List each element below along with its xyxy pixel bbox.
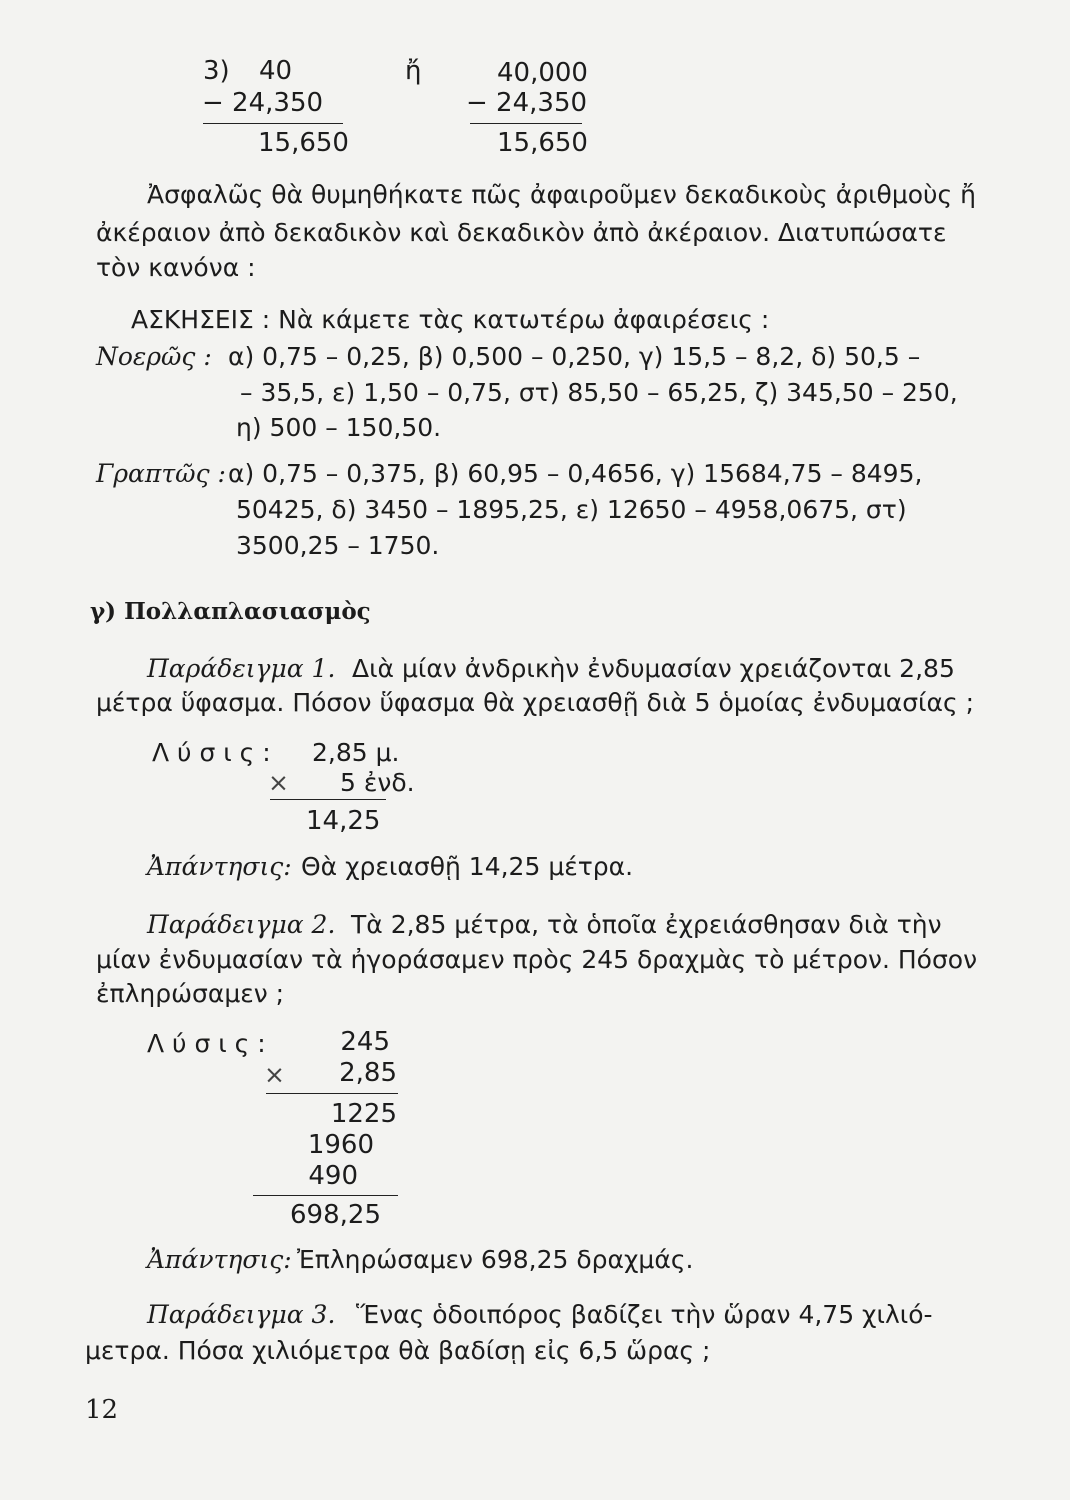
ex2-operand-2: 2,85	[339, 1058, 397, 1088]
ex2-partial-1: 1225	[330, 1099, 397, 1129]
sub-rule-2	[470, 123, 582, 124]
sub-subtrahend-2: − 24,350	[466, 88, 588, 118]
ex2-times-sign: ×	[264, 1060, 285, 1089]
ex2-solution-label: Λ ύ σ ι ς :	[147, 1029, 266, 1058]
sub-minuend-2: 40,000	[497, 58, 588, 88]
sub-label: 3)	[203, 56, 230, 86]
ex1-operand-2: 5 ἐνδ.	[340, 768, 415, 797]
ex2-label: Παράδειγμα 2.	[147, 910, 336, 939]
ex1-rule	[270, 799, 386, 800]
mental-line-2: – 35,5, ε) 1,50 – 0,75, στ) 85,50 – 65,25, ζ) 345,50 – 250,	[240, 378, 958, 407]
ex2-line-2: μίαν ἐνδυμασίαν τὰ ἠγοράσαμεν πρὸς 245 δραχμὰς τὸ μέτρον. Πόσον	[96, 945, 978, 974]
written-line-3: 3500,25 – 1750.	[236, 531, 440, 560]
ex1-result: 14,25	[306, 806, 381, 836]
sub-result-2: 15,650	[497, 128, 588, 158]
ex2-rule-1	[266, 1093, 398, 1094]
ex2-result: 698,25	[290, 1200, 381, 1230]
ex1-line-1: Διὰ μίαν ἀνδρικὴν ἐνδυμασίαν χρειάζονται 2,85	[352, 654, 955, 683]
ex1-times-sign: ×	[268, 768, 289, 797]
ex3-line-1: Ἕνας ὁδοιπόρος βαδίζει τὴν ὥραν 4,75 χιλιό-	[356, 1300, 933, 1329]
ex1-answer-label: Ἀπάντησις:	[147, 852, 292, 881]
reminder-line-1: Ἀσφαλῶς θὰ θυμηθήκατε πῶς ἀφαιροῦμεν δεκαδικοὺς ἀριθμοὺς ἤ	[147, 180, 976, 209]
ex2-line-3: ἐπληρώσαμεν ;	[96, 979, 285, 1008]
exercises-heading: ΑΣΚΗΣΕΙΣ : Νὰ κάμετε τὰς κατωτέρω ἀφαιρέσεις :	[131, 305, 770, 334]
ex3-label: Παράδειγμα 3.	[147, 1300, 336, 1329]
ex2-answer: Ἐπληρώσαμεν 698,25 δραχμάς.	[297, 1245, 694, 1274]
written-line-1: α) 0,75 – 0,375, β) 60,95 – 0,4656, γ) 15684,75 – 8495,	[228, 459, 923, 488]
written-line-2: 50425, δ) 3450 – 1895,25, ε) 12650 – 4958,0675, στ)	[236, 495, 907, 524]
reminder-line-2: ἀκέραιον ἀπὸ δεκαδικὸν καὶ δεκαδικὸν ἀπὸ ἀκέραιον. Διατυπώσατε	[96, 218, 947, 247]
ex3-line-2: μετρα. Πόσα χιλιόμετρα θὰ βαδίσῃ εἰς 6,5 ὥρας ;	[85, 1336, 711, 1365]
ex1-line-2: μέτρα ὕφασμα. Πόσον ὕφασμα θὰ χρειασθῇ διὰ 5 ὁμοίας ἐνδυμασίας ;	[96, 688, 975, 717]
sub-minuend-1: 40	[259, 56, 293, 86]
sub-or: ἤ	[405, 56, 422, 86]
mental-line-3: η) 500 – 150,50.	[236, 413, 442, 442]
ex2-partial-2: 1960	[307, 1130, 374, 1160]
ex2-answer-label: Ἀπάντησις:	[147, 1245, 292, 1274]
ex1-operand-1: 2,85 μ.	[312, 738, 400, 767]
ex1-answer: Θὰ χρειασθῇ 14,25 μέτρα.	[301, 852, 634, 881]
ex2-line-1: Τὰ 2,85 μέτρα, τὰ ὁποῖα ἐχρειάσθησαν διὰ τὴν	[351, 910, 942, 939]
page-number: 12	[85, 1395, 119, 1425]
section-title: γ) Πολλαπλασιασμὸς	[90, 598, 371, 625]
ex2-rule-2	[253, 1195, 398, 1196]
ex1-solution-label: Λ ύ σ ι ς :	[152, 738, 271, 767]
mental-line-1: α) 0,75 – 0,25, β) 0,500 – 0,250, γ) 15,5 – 8,2, δ) 50,5 –	[228, 342, 921, 371]
ex1-label: Παράδειγμα 1.	[147, 654, 336, 683]
mental-label: Νοερῶς :	[96, 342, 212, 371]
sub-subtrahend-1: − 24,350	[202, 88, 324, 118]
ex2-operand-1: 245	[340, 1027, 390, 1057]
reminder-line-3: τὸν κανόνα :	[96, 253, 256, 282]
sub-rule-1	[203, 123, 343, 124]
ex2-partial-3: 490	[308, 1161, 358, 1191]
written-label: Γραπτῶς :	[96, 459, 226, 488]
sub-result-1: 15,650	[258, 128, 349, 158]
